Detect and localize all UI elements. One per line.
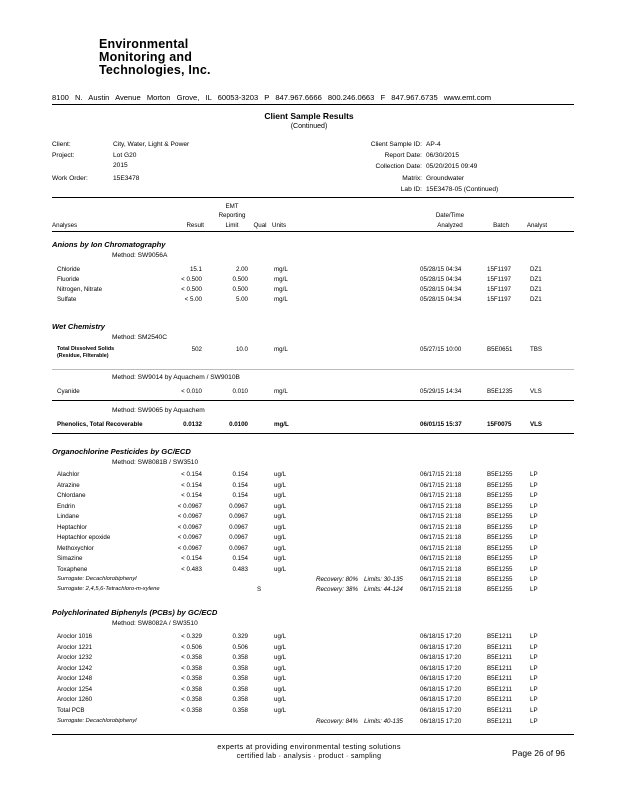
project-label: Project: bbox=[52, 152, 75, 159]
analyst-id: LP bbox=[530, 471, 538, 478]
date-analyzed: 06/17/15 21:18 bbox=[420, 555, 462, 562]
page-number: Page 26 of 96 bbox=[512, 748, 565, 758]
result-value: < 0.358 bbox=[181, 696, 202, 703]
phenol-unit: mg/L bbox=[274, 421, 289, 428]
batch-id: B5E1211 bbox=[487, 718, 512, 725]
labid-label: Lab ID: bbox=[400, 186, 422, 193]
method-pcb: Method: SW8082A / SW3510 bbox=[112, 620, 198, 627]
date-analyzed: 06/17/15 21:18 bbox=[420, 534, 462, 541]
analyst-id: LP bbox=[530, 696, 538, 703]
col-reporting: Reporting bbox=[218, 212, 246, 219]
table-row bbox=[0, 524, 618, 534]
tds-name: Total Dissolved Solids (Residue, Filterable) bbox=[57, 346, 115, 359]
result-value: < 0.0967 bbox=[177, 513, 202, 520]
surrogate-limits: Limits: 40-135 bbox=[364, 718, 403, 725]
analyte-name: Aroclor 1232 bbox=[57, 654, 93, 661]
col-analyses: Analyses bbox=[52, 222, 78, 229]
table-row bbox=[0, 266, 618, 276]
unit: ug/L bbox=[274, 675, 287, 682]
workorder-label: Work Order: bbox=[52, 175, 88, 182]
analyst-id: LP bbox=[530, 664, 538, 672]
reporting-limit: 0.358 bbox=[232, 685, 248, 693]
tds-result: 502 bbox=[191, 346, 202, 353]
table-row bbox=[0, 707, 618, 717]
matrix-label: Matrix: bbox=[402, 175, 422, 182]
analyte-name: Endrin bbox=[57, 502, 75, 510]
analyst-id: LP bbox=[530, 492, 538, 499]
table-row bbox=[0, 513, 618, 523]
date-analyzed: 06/17/15 21:18 bbox=[420, 502, 462, 510]
table-row bbox=[0, 545, 618, 555]
analyst-id: LP bbox=[530, 706, 538, 714]
table-row bbox=[0, 471, 618, 481]
method-organo: Method: SW8081B / SW3510 bbox=[112, 459, 199, 466]
analyst-id: DZ1 bbox=[530, 276, 542, 283]
unit: mg/L bbox=[274, 276, 288, 283]
analyte-name: Chloride bbox=[57, 266, 81, 273]
tds-unit: mg/L bbox=[274, 346, 288, 353]
unit: ug/L bbox=[274, 654, 287, 661]
batch-id: B5E1211 bbox=[487, 706, 512, 714]
analyte-name: Total PCB bbox=[57, 706, 85, 714]
table-row bbox=[0, 421, 618, 431]
batch-id: B5E1255 bbox=[487, 523, 513, 531]
company-name-line2: Monitoring and bbox=[99, 50, 193, 64]
analyte-name: Simazine bbox=[57, 555, 83, 562]
batch-id: 15F1197 bbox=[487, 276, 511, 283]
row-divider bbox=[52, 400, 574, 401]
analyte-name: Heptachlor epoxide bbox=[57, 534, 111, 541]
date-analyzed: 06/18/15 17:20 bbox=[420, 685, 462, 693]
analyte-name: Methoxychlor bbox=[57, 544, 94, 552]
table-row bbox=[0, 346, 618, 359]
table-row bbox=[0, 686, 618, 696]
company-web: www.emt.com bbox=[443, 93, 492, 102]
result-value: < 0.329 bbox=[181, 633, 202, 640]
company-phone: P 847.967.6666 bbox=[264, 93, 322, 102]
result-value: < 0.154 bbox=[181, 492, 202, 499]
reporting-limit: 0.0967 bbox=[229, 513, 248, 520]
analyte-name: Aroclor 1242 bbox=[57, 664, 93, 672]
result-value: < 0.154 bbox=[181, 481, 202, 489]
batch-id: B5E1211 bbox=[487, 664, 512, 672]
result-value: < 0.0967 bbox=[177, 523, 202, 531]
method-wet-1: Method: SM2540C bbox=[112, 334, 167, 341]
report-subtitle: (Continued) bbox=[290, 123, 328, 130]
reporting-limit: 0.0967 bbox=[229, 523, 248, 531]
unit: ug/L bbox=[274, 502, 287, 510]
result-value: < 0.358 bbox=[181, 664, 202, 672]
company-address-line bbox=[52, 93, 491, 102]
date-analyzed: 06/17/15 21:18 bbox=[420, 544, 462, 552]
cyanide-name: Cyanide bbox=[57, 388, 80, 395]
result-value: < 0.506 bbox=[181, 643, 202, 651]
unit: ug/L bbox=[274, 565, 287, 573]
method-wet-2: Method: SW9014 by Aquachem / SW9010B bbox=[112, 374, 240, 381]
date-analyzed: 06/18/15 17:20 bbox=[420, 718, 462, 725]
analyte-name: Atrazine bbox=[57, 481, 80, 489]
date-analyzed: 06/17/15 21:18 bbox=[420, 471, 462, 478]
section-title-pcb: Polychlorinated Biphenyls (PCBs) by GC/ECD bbox=[52, 608, 218, 617]
batch-id: B5E1255 bbox=[487, 481, 513, 489]
batch-id: B5E1255 bbox=[487, 502, 513, 510]
reporting-limit: 2.00 bbox=[235, 266, 248, 273]
batch-id: B5E1211 bbox=[487, 643, 512, 651]
analyst-id: LP bbox=[530, 718, 538, 725]
analyst-id: LP bbox=[530, 513, 538, 520]
batch-id: B5E1211 bbox=[487, 675, 512, 682]
result-value: < 0.500 bbox=[181, 276, 202, 283]
cyanide-batch: B5E1235 bbox=[487, 388, 513, 395]
collection-label: Collection Date: bbox=[375, 163, 422, 170]
col-analyst: Analyst bbox=[526, 222, 548, 229]
reporting-limit: 0.0967 bbox=[229, 502, 248, 510]
batch-id: 15F1197 bbox=[487, 286, 511, 293]
company-address: 8100 N. Austin Avenue bbox=[52, 93, 141, 102]
phenol-name: Phenolics, Total Recoverable bbox=[57, 421, 143, 428]
col-batch: Batch bbox=[493, 222, 509, 229]
reporting-limit: 0.154 bbox=[232, 492, 248, 499]
tds-batch: B5E0651 bbox=[487, 346, 513, 353]
result-value: < 0.0967 bbox=[177, 544, 202, 552]
surrogate-row bbox=[0, 586, 618, 596]
surrogate-name: Surrogate: Decachlorobiphenyl bbox=[57, 576, 137, 582]
batch-id: B5E1255 bbox=[487, 555, 513, 562]
reporting-limit: 0.358 bbox=[232, 696, 248, 703]
batch-id: B5E1255 bbox=[487, 513, 513, 520]
analyst-id: LP bbox=[530, 675, 538, 682]
sampleid-value: AP-4 bbox=[426, 141, 441, 148]
table-top-rule bbox=[52, 197, 574, 198]
date-analyzed: 06/18/15 17:20 bbox=[420, 664, 462, 672]
unit: ug/L bbox=[274, 706, 287, 714]
reporting-limit: 0.0967 bbox=[229, 534, 248, 541]
sampleid-label: Client Sample ID: bbox=[370, 141, 422, 148]
batch-id: B5E1255 bbox=[487, 586, 513, 593]
analyst-id: LP bbox=[530, 643, 538, 651]
table-row bbox=[0, 665, 618, 675]
date-analyzed: 06/17/15 21:18 bbox=[420, 492, 462, 499]
phenol-analyst: VLS bbox=[530, 421, 543, 428]
surrogate-limits: Limits: 30-135 bbox=[364, 576, 403, 583]
reporting-limit: 0.329 bbox=[232, 633, 248, 640]
col-datetime: Date/Time bbox=[435, 212, 465, 219]
date-analyzed: 06/18/15 17:20 bbox=[420, 654, 462, 661]
surrogate-recovery: Recovery: 38% bbox=[316, 586, 358, 593]
section-title-organo: Organochlorine Pesticides by GC/ECD bbox=[52, 447, 191, 456]
unit: mg/L bbox=[274, 266, 288, 273]
tds-analyst: TBS bbox=[530, 346, 543, 353]
table-row bbox=[0, 492, 618, 502]
method-anions: Method: SW9056A bbox=[112, 252, 168, 259]
batch-id: 15F1197 bbox=[487, 266, 511, 273]
footer-services: certified lab · analysis · product · sampling bbox=[236, 753, 382, 760]
reporting-limit: 5.00 bbox=[235, 296, 248, 303]
client-value: City, Water, Light & Power bbox=[113, 141, 190, 148]
company-name-line3: Technologies, Inc. bbox=[99, 63, 211, 77]
col-qual: Qual bbox=[253, 222, 267, 229]
batch-id: B5E1255 bbox=[487, 471, 513, 478]
labid-value: 15E3478-05 (Continued) bbox=[426, 186, 499, 193]
table-row bbox=[0, 296, 618, 306]
unit: ug/L bbox=[274, 555, 287, 562]
unit: mg/L bbox=[274, 296, 288, 303]
result-value: < 0.358 bbox=[181, 654, 202, 661]
analyst-id: LP bbox=[530, 576, 538, 583]
analyst-id: DZ1 bbox=[530, 266, 542, 273]
project-value-1: Lot G20 bbox=[113, 152, 137, 159]
tds-limit: 10.0 bbox=[235, 346, 248, 353]
analyst-id: LP bbox=[530, 481, 538, 489]
unit: ug/L bbox=[274, 481, 287, 489]
date-analyzed: 06/18/15 17:20 bbox=[420, 696, 462, 703]
footer-tagline: experts at providing environmental testing solutions bbox=[217, 742, 401, 751]
reporting-limit: 0.506 bbox=[232, 643, 248, 651]
result-value: < 0.500 bbox=[181, 286, 202, 293]
reporting-limit: 0.358 bbox=[232, 675, 248, 682]
workorder-value: 15E3478 bbox=[113, 175, 140, 182]
reportdate-value: 06/30/2015 bbox=[426, 152, 460, 159]
company-name-line1: Environmental bbox=[99, 37, 189, 51]
table-row bbox=[0, 675, 618, 685]
unit: ug/L bbox=[274, 471, 287, 478]
analyte-name: Toxaphene bbox=[57, 565, 88, 573]
col-units: Units bbox=[272, 222, 287, 229]
date-analyzed: 06/17/15 21:18 bbox=[420, 523, 462, 531]
reporting-limit: 0.483 bbox=[232, 565, 248, 573]
footer-rule bbox=[52, 734, 574, 735]
date-analyzed: 06/17/15 21:18 bbox=[420, 586, 462, 593]
table-row bbox=[0, 503, 618, 513]
table-row bbox=[0, 654, 618, 664]
surrogate-recovery: Recovery: 84% bbox=[316, 718, 358, 725]
method-wet-3: Method: SW9065 by Aquachem bbox=[112, 407, 205, 414]
reporting-limit: 0.358 bbox=[232, 706, 248, 714]
unit: ug/L bbox=[274, 664, 287, 672]
analyst-id: DZ1 bbox=[530, 296, 542, 303]
surrogate-name: Surrogate: 2,4,5,6-Tetrachloro-m-xylene bbox=[57, 586, 160, 592]
analyte-name: Sulfate bbox=[57, 296, 77, 303]
reporting-limit: 0.358 bbox=[232, 664, 248, 672]
batch-id: B5E1255 bbox=[487, 544, 513, 552]
batch-id: B5E1255 bbox=[487, 492, 513, 499]
analyte-name: Heptachlor bbox=[57, 523, 87, 531]
unit: ug/L bbox=[274, 544, 287, 552]
cyanide-date: 05/29/15 14:34 bbox=[420, 388, 462, 395]
surrogate-limits: Limits: 44-124 bbox=[364, 586, 403, 593]
surrogate-row bbox=[0, 576, 618, 586]
unit: ug/L bbox=[274, 513, 287, 520]
company-city: Morton Grove, IL 60053-3203 bbox=[146, 93, 259, 102]
unit: ug/L bbox=[274, 492, 287, 499]
analyte-name: Chlordane bbox=[57, 492, 86, 499]
analyte-name: Aroclor 1254 bbox=[57, 685, 93, 693]
table-row bbox=[0, 534, 618, 544]
result-value: < 0.154 bbox=[181, 471, 202, 478]
analyst-id: LP bbox=[530, 685, 538, 693]
batch-id: B5E1211 bbox=[487, 633, 512, 640]
date-analyzed: 06/18/15 17:20 bbox=[420, 706, 462, 714]
analyte-name: Aroclor 1248 bbox=[57, 675, 93, 682]
result-value: 15.1 bbox=[189, 266, 202, 273]
company-phone2: 800.246.0663 bbox=[327, 93, 375, 102]
phenol-batch: 15F0075 bbox=[487, 421, 512, 428]
section-title-wet: Wet Chemistry bbox=[52, 322, 106, 331]
surrogate-recovery: Recovery: 80% bbox=[316, 576, 358, 583]
row-divider bbox=[52, 433, 574, 434]
cyanide-unit: mg/L bbox=[274, 388, 288, 395]
table-row bbox=[0, 644, 618, 654]
batch-id: B5E1255 bbox=[487, 565, 513, 573]
col-analyzed: Analyzed bbox=[437, 222, 463, 229]
unit: ug/L bbox=[274, 643, 287, 651]
analyst-id: LP bbox=[530, 523, 538, 531]
analyst-id: DZ1 bbox=[530, 286, 542, 293]
table-row bbox=[0, 388, 618, 398]
matrix-value: Groundwater bbox=[426, 175, 465, 182]
date-analyzed: 06/17/15 21:18 bbox=[420, 565, 462, 573]
result-value: < 0.0967 bbox=[177, 534, 202, 541]
analyst-id: LP bbox=[530, 586, 538, 593]
tds-date: 05/27/15 10:00 bbox=[420, 346, 462, 353]
table-row bbox=[0, 276, 618, 286]
date-analyzed: 06/18/15 17:20 bbox=[420, 633, 462, 640]
result-value: < 0.0967 bbox=[177, 502, 202, 510]
result-value: < 0.483 bbox=[181, 565, 202, 573]
analyst-id: LP bbox=[530, 502, 538, 510]
unit: mg/L bbox=[274, 286, 288, 293]
reporting-limit: 0.154 bbox=[232, 481, 248, 489]
col-limit: Limit bbox=[225, 222, 239, 229]
date-analyzed: 06/17/15 21:18 bbox=[420, 576, 462, 583]
analyst-id: LP bbox=[530, 555, 538, 562]
row-divider bbox=[52, 369, 574, 370]
date-analyzed: 05/28/15 04:34 bbox=[420, 276, 462, 283]
date-analyzed: 05/28/15 04:34 bbox=[420, 266, 462, 273]
table-row bbox=[0, 566, 618, 576]
surrogate-name: Surrogate: Decachlorobiphenyl bbox=[57, 718, 137, 724]
batch-id: 15F1197 bbox=[487, 296, 511, 303]
table-header-rule bbox=[52, 231, 574, 232]
reportdate-label: Report Date: bbox=[384, 152, 422, 159]
result-value: < 0.154 bbox=[181, 555, 202, 562]
reporting-limit: 0.154 bbox=[232, 555, 248, 562]
analyst-id: LP bbox=[530, 544, 538, 552]
analyte-name: Fluoride bbox=[57, 276, 80, 283]
unit: ug/L bbox=[274, 523, 287, 531]
analyte-name: Lindane bbox=[57, 513, 80, 520]
date-analyzed: 06/18/15 17:20 bbox=[420, 675, 462, 682]
analyte-name: Nitrogen, Nitrate bbox=[57, 286, 103, 293]
date-analyzed: 06/17/15 21:18 bbox=[420, 481, 462, 489]
cyanide-limit: 0.010 bbox=[232, 388, 248, 395]
table-row bbox=[0, 633, 618, 643]
analyte-name: Alachlor bbox=[57, 471, 80, 478]
analyte-name: Aroclor 1221 bbox=[57, 643, 93, 651]
unit: ug/L bbox=[274, 633, 287, 640]
table-row bbox=[0, 696, 618, 706]
client-label: Client: bbox=[52, 141, 71, 148]
collection-value: 05/20/2015 09:49 bbox=[426, 163, 478, 170]
date-analyzed: 06/17/15 21:18 bbox=[420, 513, 462, 520]
cyanide-result: < 0.010 bbox=[181, 388, 202, 395]
reporting-limit: 0.500 bbox=[232, 286, 248, 293]
table-row bbox=[0, 555, 618, 565]
cyanide-analyst: VLS bbox=[530, 388, 542, 395]
project-value-2: 2015 bbox=[113, 162, 128, 169]
phenol-limit: 0.0100 bbox=[229, 421, 248, 428]
analyst-id: LP bbox=[530, 633, 538, 640]
company-fax: F 847.967.6735 bbox=[380, 93, 438, 102]
batch-id: B5E1255 bbox=[487, 534, 513, 541]
analyte-name: Aroclor 1260 bbox=[57, 696, 93, 703]
batch-id: B5E1211 bbox=[487, 685, 512, 693]
unit: ug/L bbox=[274, 534, 287, 541]
surrogate-row bbox=[0, 718, 618, 728]
date-analyzed: 05/28/15 04:34 bbox=[420, 296, 462, 303]
reporting-limit: 0.154 bbox=[232, 471, 248, 478]
table-row bbox=[0, 482, 618, 492]
qualifier-flag: S bbox=[257, 586, 262, 593]
analyte-name: Aroclor 1016 bbox=[57, 633, 93, 640]
phenol-result: 0.0132 bbox=[183, 421, 202, 428]
result-value: < 0.358 bbox=[181, 675, 202, 682]
section-title-anions: Anions by Ion Chromatography bbox=[52, 240, 166, 249]
reporting-limit: 0.0967 bbox=[229, 544, 248, 552]
analyst-id: LP bbox=[530, 565, 538, 573]
reporting-limit: 0.500 bbox=[232, 276, 248, 283]
analyst-id: LP bbox=[530, 534, 538, 541]
company-logo-text bbox=[99, 38, 211, 77]
reporting-limit: 0.358 bbox=[232, 654, 248, 661]
date-analyzed: 06/18/15 17:20 bbox=[420, 643, 462, 651]
unit: ug/L bbox=[274, 696, 287, 703]
batch-id: B5E1211 bbox=[487, 696, 512, 703]
result-value: < 5.00 bbox=[184, 296, 202, 303]
batch-id: B5E1211 bbox=[487, 654, 512, 661]
result-value: < 0.358 bbox=[181, 685, 202, 693]
analyst-id: LP bbox=[530, 654, 538, 661]
batch-id: B5E1255 bbox=[487, 576, 513, 583]
unit: ug/L bbox=[274, 685, 287, 693]
col-emt: EMT bbox=[225, 203, 239, 210]
result-value: < 0.358 bbox=[181, 706, 202, 714]
date-analyzed: 05/28/15 04:34 bbox=[420, 286, 462, 293]
col-result: Result bbox=[186, 222, 204, 229]
phenol-date: 06/01/15 15:37 bbox=[420, 421, 462, 428]
header-divider bbox=[52, 104, 574, 105]
table-row bbox=[0, 286, 618, 296]
report-title: Client Sample Results bbox=[264, 111, 354, 121]
